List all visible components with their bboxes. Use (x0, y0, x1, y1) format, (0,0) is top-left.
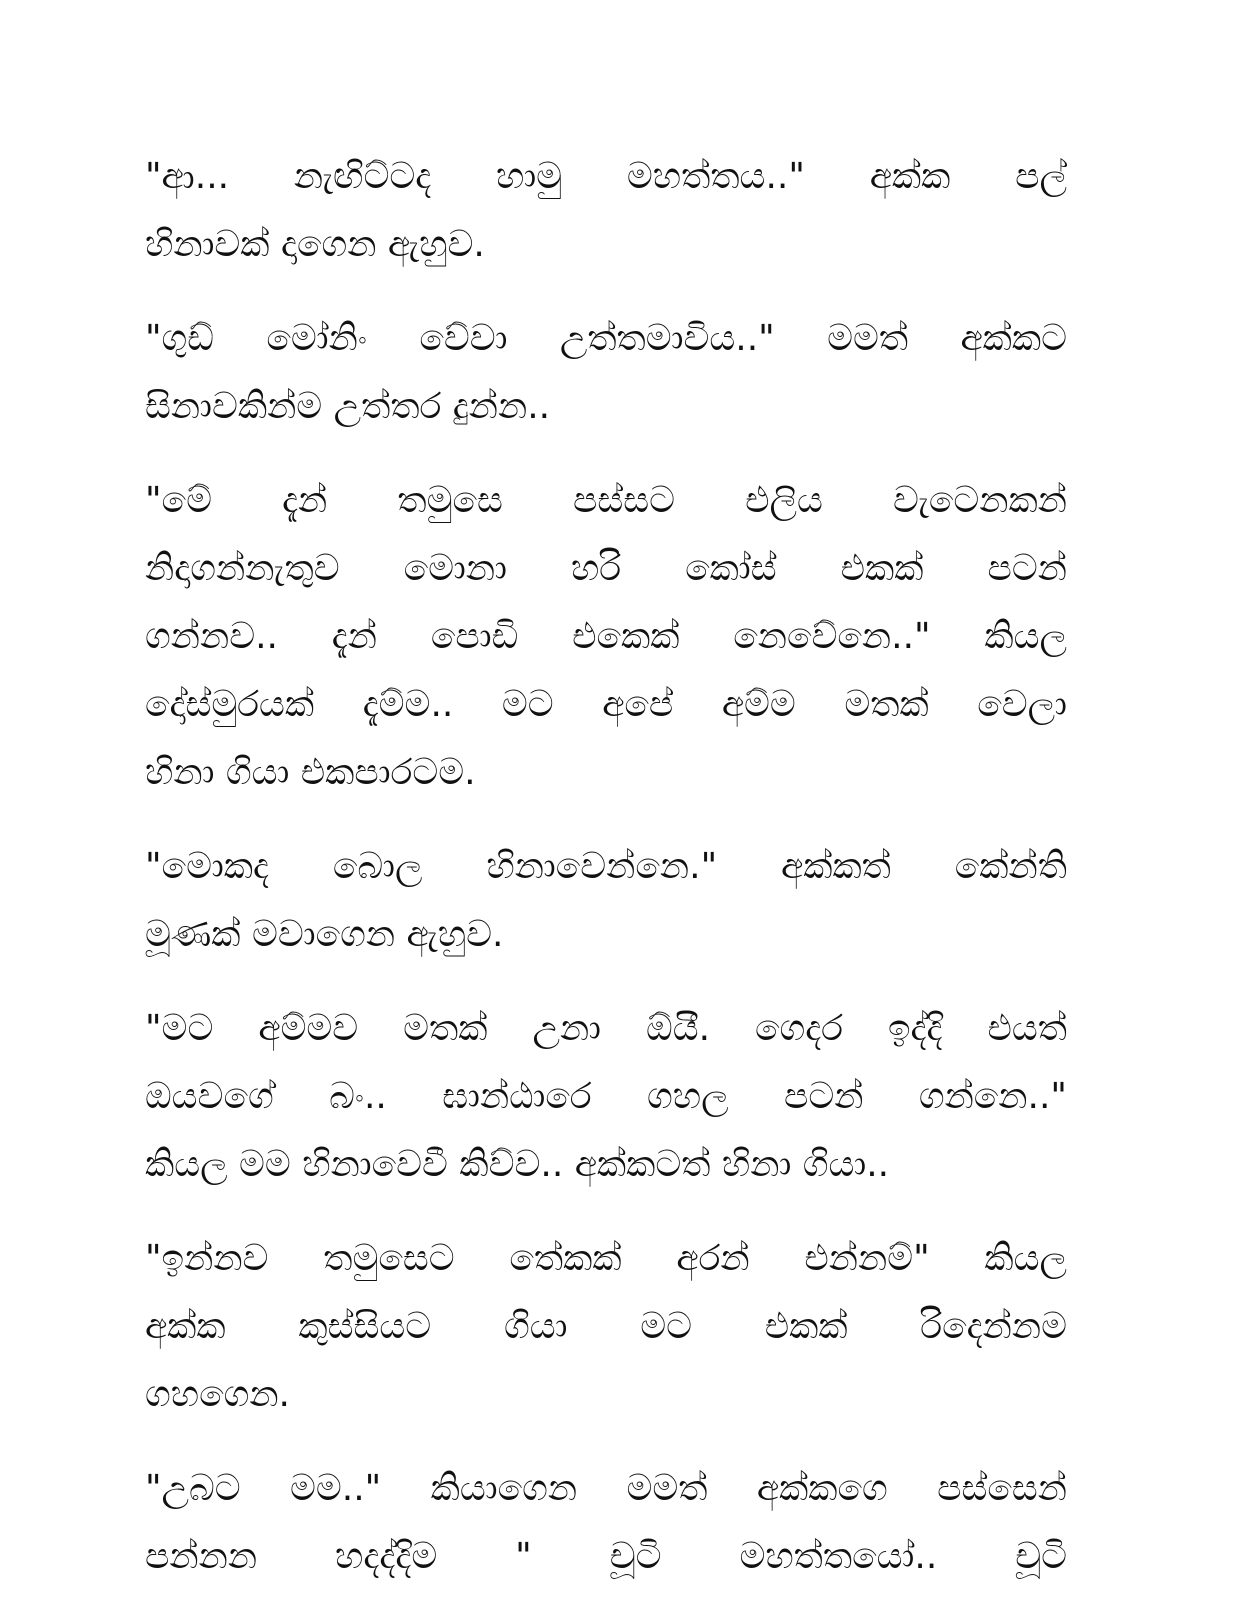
text-line: "උබට මම.." කියාගෙන මමත් අක්කගෙ පස්සෙන් (145, 1468, 1067, 1509)
text-line: ගන්නව.. දැන් පොඩි එකෙක් නෙවේනෙ.." කියල (145, 616, 1067, 657)
text-line: "ඉන්නව තමුසෙට තේකක් අරන් එන්නම්" කියල (145, 1238, 1067, 1279)
story-text (145, 143, 1067, 1617)
text-line: ගහගෙන. (145, 1374, 291, 1415)
text-line: "මේ දැන් තමුසෙ පස්සට එලිය වැටෙනකන් (145, 480, 1067, 521)
text-line: "ආ... නැඟිට්ටද හාමු මහත්තය.." අක්ක පල් (145, 156, 1067, 197)
text-line: සිනාවකින්ම උත්තර දුන්න.. (145, 386, 551, 427)
paragraph-6 (145, 1225, 1067, 1429)
text-line: නිදාගන්නැතුව මොනා හරි කෝස් එකක් පටන් (145, 548, 1067, 589)
paragraph-1 (145, 143, 1067, 279)
text-line: හිනාවක් දාගෙන ඇහුව. (145, 224, 485, 265)
text-line: ඔයවගේ බං.. ඝාන්ඨාරෙ ගහල පටන් ගන්නෙ.." (145, 1076, 1067, 1117)
text-line: කියල මම හිනාවෙවී කිව්ව.. අක්කටත් හිනා ගියා.. (145, 1144, 890, 1185)
paragraph-2 (145, 305, 1067, 441)
paragraph-3 (145, 467, 1067, 807)
text-line: දෝස්මුරයක් දැම්ම.. මට අපේ අම්ම මතක් වෙලා (145, 684, 1067, 725)
text-line: හිනා ගියා එකපාරටම. (145, 752, 476, 793)
paragraph-7 (145, 1455, 1067, 1591)
text-line: "මට අම්මව මතක් උනා ඕයී. ගෙදර ඉද්දි එයත් (145, 1008, 1067, 1049)
text-line: "ගුඩ් මෝනිං වේවා උත්තමාවිය.." මමත් අක්කට (145, 318, 1067, 359)
paragraph-4 (145, 833, 1067, 969)
text-line: අක්ක කුස්සියට ගියා මට එකක් රිදෙන්නම (145, 1306, 1067, 1347)
text-line: මූණක් මවාගෙන ඇහුව. (145, 914, 504, 955)
paragraph-5 (145, 995, 1067, 1199)
text-line: "මොකද බොල හිනාවෙන්නෙ." අක්කත් කේන්ති (145, 846, 1067, 887)
text-line: පන්නන හදද්දිම " චූටි මහත්තයෝ.. චූටි (145, 1536, 1067, 1577)
